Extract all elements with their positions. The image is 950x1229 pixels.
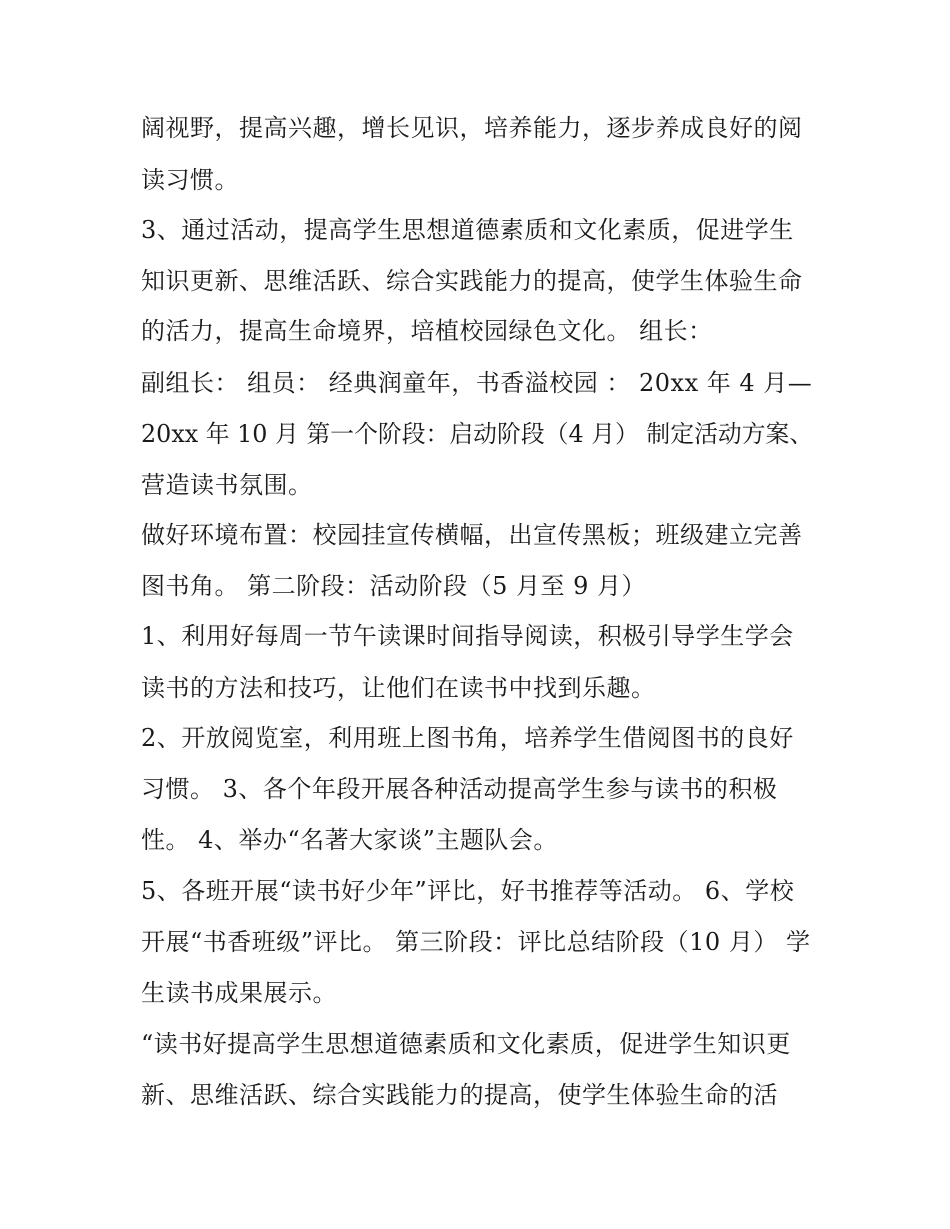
text-line: 开展“书香班级”评比。 第三阶段：评比总结阶段（10 月） 学 — [141, 928, 811, 956]
text-line: 性。 4、举办“名著大家谈”主题队会。 — [141, 826, 558, 854]
text-line: 营造读书氛围。 — [141, 471, 313, 499]
text-line: 阔视野，提高兴趣，增长见识，培养能力，逐步养成良好的阅 — [141, 114, 803, 142]
text-line: 1、利用好每周一节午读课时间指导阅读，积极引导学生学会 — [141, 622, 794, 650]
text-line: 5、各班开展“读书好少年”评比，好书推荐等活动。 6、学校 — [141, 877, 795, 905]
text-line: 副组长： 组员： 经典润童年，书香溢校园 ： 20xx 年 4 月— — [141, 369, 813, 397]
text-line: 3、通过活动，提高学生思想道德素质和文化素质，促进学生 — [141, 216, 794, 244]
text-line: 读书的方法和技巧，让他们在读书中找到乐趣。 — [141, 674, 656, 702]
text-line: 生读书成果展示。 — [141, 979, 337, 1007]
text-line: 新、思维活跃、综合实践能力的提高，使学生体验生命的活 — [141, 1081, 778, 1109]
text-line: “读书好提高学生思想道德素质和文化素质，促进学生知识更 — [141, 1030, 791, 1058]
text-line: 做好环境布置：校园挂宣传横幅，出宣传黑板；班级建立完善 — [141, 521, 803, 549]
text-line: 20xx 年 10 月 第一个阶段：启动阶段（4 月） 制定活动方案、 — [141, 420, 814, 448]
text-line: 习惯。 3、各个年段开展各种活动提高学生参与读书的积极 — [141, 775, 778, 803]
text-line: 的活力，提高生命境界，培植校园绿色文化。 组长： — [141, 317, 713, 345]
text-line: 知识更新、思维活跃、综合实践能力的提高，使学生体验生命 — [141, 267, 803, 295]
text-line: 读习惯。 — [141, 166, 239, 194]
text-line: 2、开放阅览室，利用班上图书角，培养学生借阅图书的良好 — [141, 724, 794, 752]
text-line: 图书角。 第二阶段：活动阶段（5 月至 9 月） — [141, 572, 647, 600]
